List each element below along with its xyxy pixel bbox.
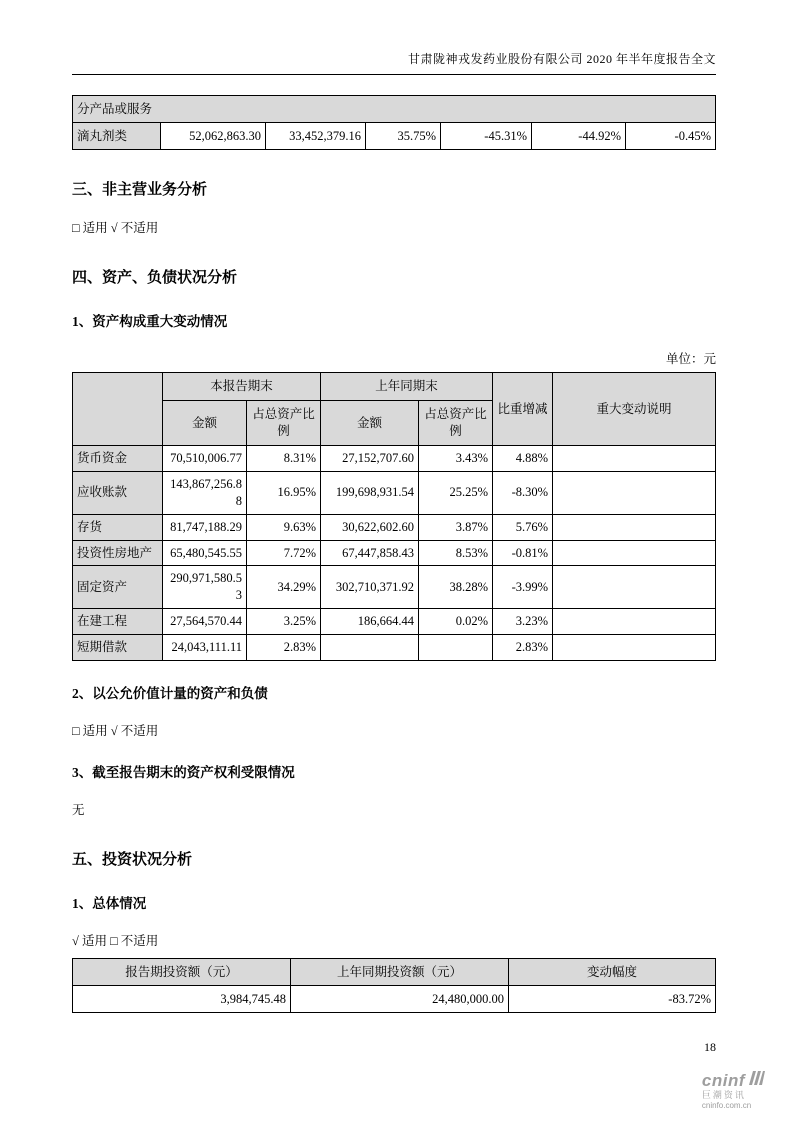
cninfo-brand-text: cninf: [701, 1070, 745, 1090]
explanation-cell: [553, 540, 716, 566]
prior-pct-cell: 8.53%: [419, 540, 493, 566]
asset-label-cell: 应收账款: [73, 471, 163, 514]
investment-value-cell: 3,984,745.48: [73, 986, 291, 1013]
cninfo-logo-icon: [747, 1071, 765, 1090]
page-number: 18: [704, 1040, 716, 1054]
prior-pct-cell: 3.43%: [419, 446, 493, 472]
asset-label-cell: 短期借款: [73, 635, 163, 661]
product-value-cell: -45.31%: [441, 123, 532, 150]
change-cell: 3.23%: [493, 609, 553, 635]
amount-header: 金额: [163, 401, 247, 446]
prior-amount-cell: 27,152,707.60: [321, 446, 419, 472]
pct-header: 占总资产比例: [419, 401, 493, 446]
assets-corner-cell: [73, 373, 163, 446]
explanation-cell: [553, 471, 716, 514]
asset-row: [73, 471, 716, 514]
section-4-1-heading: 1、资产构成重大变动情况: [72, 313, 228, 329]
product-value-cell: 52,062,863.30: [161, 123, 266, 150]
amount-header: 金额: [321, 401, 419, 446]
product-service-table: [72, 95, 716, 150]
current-pct-cell: 34.29%: [247, 566, 321, 609]
explanation-cell: [553, 514, 716, 540]
asset-label-cell: 存货: [73, 514, 163, 540]
asset-row: [73, 609, 716, 635]
product-table-header-row: [73, 96, 716, 123]
product-value-cell: 33,452,379.16: [266, 123, 366, 150]
section-5-heading: 五、投资状况分析: [72, 851, 193, 868]
current-amount-cell: 290,971,580.53: [163, 566, 247, 609]
explanation-cell: [553, 446, 716, 472]
change-cell: -3.99%: [493, 566, 553, 609]
section-3-heading: 三、非主营业务分析: [72, 182, 208, 198]
current-pct-cell: 3.25%: [247, 609, 321, 635]
change-cell: -0.81%: [493, 540, 553, 566]
asset-row: [73, 635, 716, 661]
current-pct-cell: 7.72%: [247, 540, 321, 566]
asset-row: [73, 540, 716, 566]
cninfo-logo: [702, 1071, 765, 1110]
prior-pct-cell: 0.02%: [419, 609, 493, 635]
section-4-3-heading: 3、截至报告期末的资产权利受限情况: [72, 765, 295, 781]
prior-pct-cell: 38.28%: [419, 566, 493, 609]
product-value-cell: 35.75%: [366, 123, 441, 150]
asset-label-cell: 货币资金: [73, 446, 163, 472]
product-value-cell: -44.92%: [532, 123, 626, 150]
running-header: 甘肃陇神戎发药业股份有限公司 2020 年半年度报告全文: [72, 50, 716, 75]
section-4-2-heading: 2、以公允价值计量的资产和负债: [72, 685, 268, 701]
prior-amount-cell: [321, 635, 419, 661]
section-4-2-applicability: □ 适用 √ 不适用: [72, 723, 159, 738]
current-amount-cell: 70,510,006.77: [163, 446, 247, 472]
current-pct-cell: 9.63%: [247, 514, 321, 540]
prior-amount-cell: 67,447,858.43: [321, 540, 419, 566]
product-table-row: [73, 123, 716, 150]
investment-value-row: [73, 986, 716, 1013]
prior-period-header: 上年同期末: [321, 373, 493, 401]
investment-value-cell: -83.72%: [509, 986, 716, 1013]
asset-label-cell: 固定资产: [73, 566, 163, 609]
prior-amount-cell: 30,622,602.60: [321, 514, 419, 540]
asset-row: [73, 566, 716, 609]
change-cell: 4.88%: [493, 446, 553, 472]
product-value-cell: -0.45%: [626, 123, 716, 150]
product-label-cell: 滴丸剂类: [73, 123, 161, 150]
change-cell: -8.30%: [493, 471, 553, 514]
change-cell: 5.76%: [493, 514, 553, 540]
explanation-cell: [553, 635, 716, 661]
current-period-header: 本报告期末: [163, 373, 321, 401]
asset-composition-table: [72, 372, 716, 661]
cninfo-domain: cninfo.com.cn: [701, 1100, 752, 1110]
explanation-cell: [553, 566, 716, 609]
assets-header-row-1: [73, 373, 716, 401]
current-pct-cell: 2.83%: [247, 635, 321, 661]
prior-pct-cell: [419, 635, 493, 661]
investment-header-cell: 变动幅度: [509, 959, 716, 986]
asset-label-cell: 在建工程: [73, 609, 163, 635]
prior-amount-cell: 199,698,931.54: [321, 471, 419, 514]
section-4-heading: 四、资产、负债状况分析: [72, 269, 238, 286]
asset-row: [73, 514, 716, 540]
cninfo-cn-name: 巨潮资讯: [701, 1090, 746, 1101]
explanation-cell: [553, 609, 716, 635]
section-5-1-heading: 1、总体情况: [72, 895, 147, 911]
current-amount-cell: 81,747,188.29: [163, 514, 247, 540]
explanation-header: 重大变动说明: [553, 373, 716, 446]
prior-amount-cell: 302,710,371.92: [321, 566, 419, 609]
unit-label: 单位：元: [665, 352, 716, 367]
pct-header: 占总资产比例: [247, 401, 321, 446]
prior-pct-cell: 3.87%: [419, 514, 493, 540]
section-5-1-applicability: √ 适用 □ 不适用: [72, 933, 159, 948]
asset-row: [73, 446, 716, 472]
prior-amount-cell: 186,664.44: [321, 609, 419, 635]
current-pct-cell: 8.31%: [247, 446, 321, 472]
investment-header-row: [73, 959, 716, 986]
product-table-header-cell: 分产品或服务: [73, 96, 716, 123]
change-cell: 2.83%: [493, 635, 553, 661]
investment-header-cell: 上年同期投资额（元）: [291, 959, 509, 986]
section-3-applicability: □ 适用 √ 不适用: [72, 221, 159, 235]
current-amount-cell: 24,043,111.11: [163, 635, 247, 661]
current-amount-cell: 143,867,256.88: [163, 471, 247, 514]
change-header: 比重增减: [493, 373, 553, 446]
investment-overview-table: [72, 958, 716, 1013]
asset-label-cell: 投资性房地产: [73, 540, 163, 566]
prior-pct-cell: 25.25%: [419, 471, 493, 514]
current-amount-cell: 65,480,545.55: [163, 540, 247, 566]
current-amount-cell: 27,564,570.44: [163, 609, 247, 635]
investment-header-cell: 报告期投资额（元）: [73, 959, 291, 986]
investment-value-cell: 24,480,000.00: [291, 986, 509, 1013]
current-pct-cell: 16.95%: [247, 471, 321, 514]
section-4-3-content: 无: [72, 803, 85, 818]
